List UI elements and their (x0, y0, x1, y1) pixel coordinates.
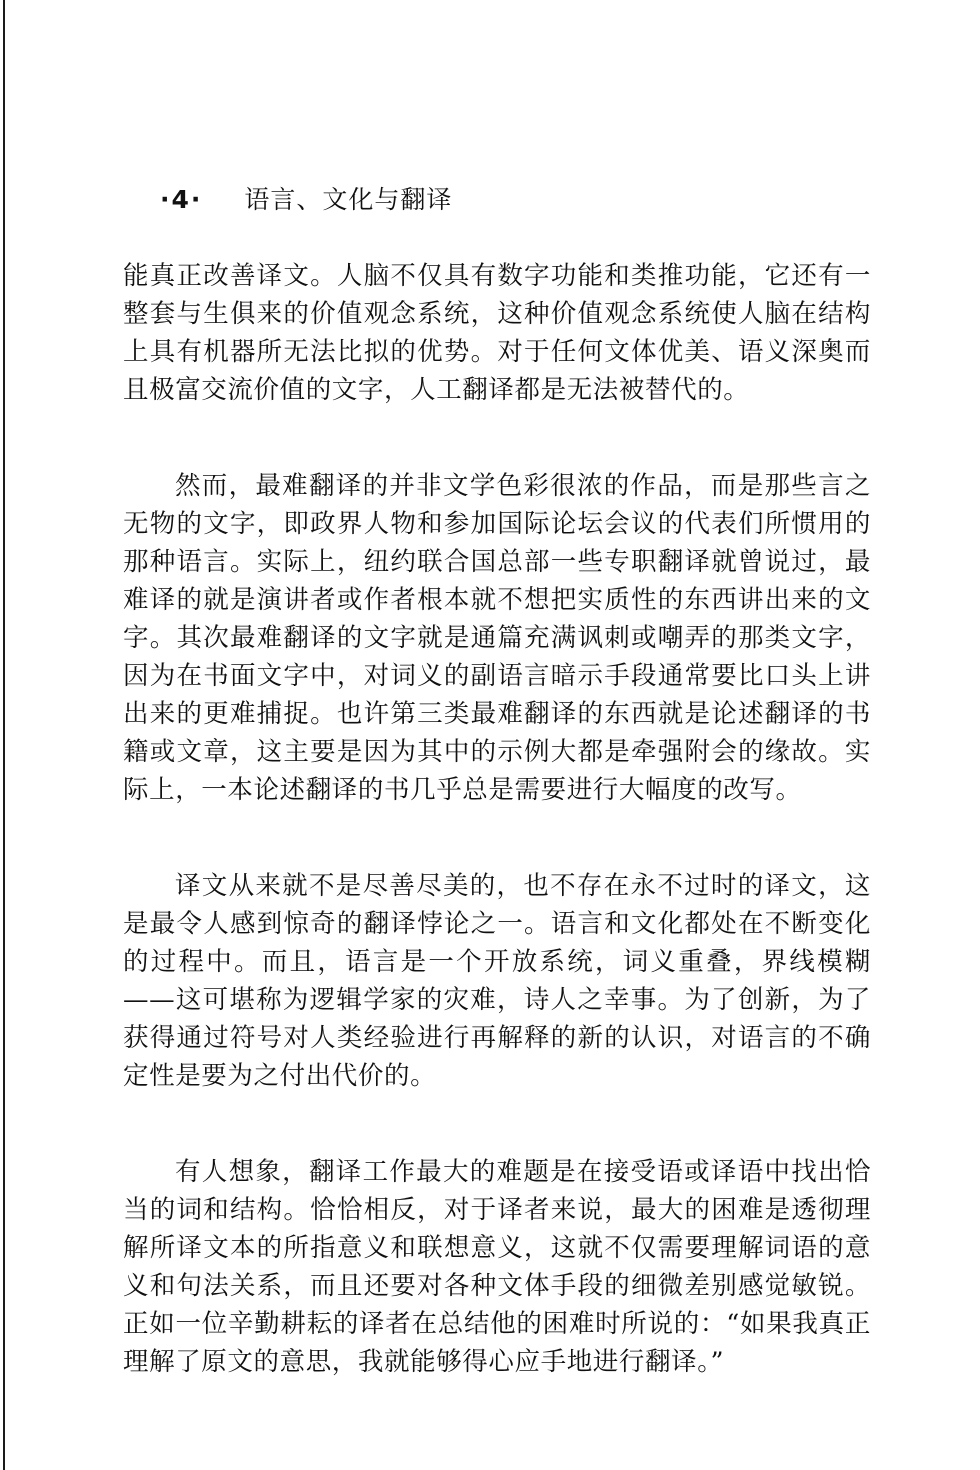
running-head (160, 183, 452, 217)
paragraph: 有人想象，翻译工作最大的难题是在接受语或译语中找出恰当的词和结构。恰恰相反，对于译者来说，最大的困难是透彻理解所译文本的所指意义和联想意义，这就不仅需要理解词语的意义和句法关系，而且还要对各种文体手段的细微差别感觉敏锐。正如一位辛勤耕耘的译者在总结他的困难时所说的：“如果我真正理解了原文的意思，我就能够得心应手地进行翻译。” (123, 1157, 871, 1377)
page-edge-line (3, 0, 5, 1470)
page-number: ·4· (160, 185, 203, 214)
body-text (123, 257, 871, 1381)
paragraph: 译文从来就不是尽善尽美的，也不存在永不过时的译文，这是最令人感到惊奇的翻译悖论之一。语言和文化都处在不断变化的过程中。而且，语言是一个开放系统，词义重叠，界线模糊——这可堪称为逻辑学家的灾难，诗人之幸事。为了创新，为了获得通过符号对人类经验进行再解释的新的认识，对语言的不确定性是要为之付出代价的。 (123, 871, 871, 1091)
paragraph-continued: 能真正改善译文。人脑不仅具有数字功能和类推功能，它还有一整套与生俱来的价值观念系统，这种价值观念系统使人脑在结构上具有机器所无法比拟的优势。对于任何文体优美、语义深奥而且极富交流价值的文字，人工翻译都是无法被替代的。 (123, 261, 871, 405)
book-title: 语言、文化与翻译 (244, 185, 453, 214)
paragraph: 然而，最难翻译的并非文学色彩很浓的作品，而是那些言之无物的文字，即政界人物和参加国际论坛会议的代表们所惯用的那种语言。实际上，纽约联合国总部一些专职翻译就曾说过，最难译的就是演讲者或作者根本就不想把实质性的东西讲出来的文字。其次最难翻译的文字就是通篇充满讽刺或嘲弄的那类文字，因为在书面文字中，对词义的副语言暗示手段通常要比口头上讲出来的更难捕捉。也许第三类最难翻译的东西就是论述翻译的书籍或文章，这主要是因为其中的示例大都是牵强附会的缘故。实际上，一本论述翻译的书几乎总是需要进行大幅度的改写。 (123, 471, 871, 805)
